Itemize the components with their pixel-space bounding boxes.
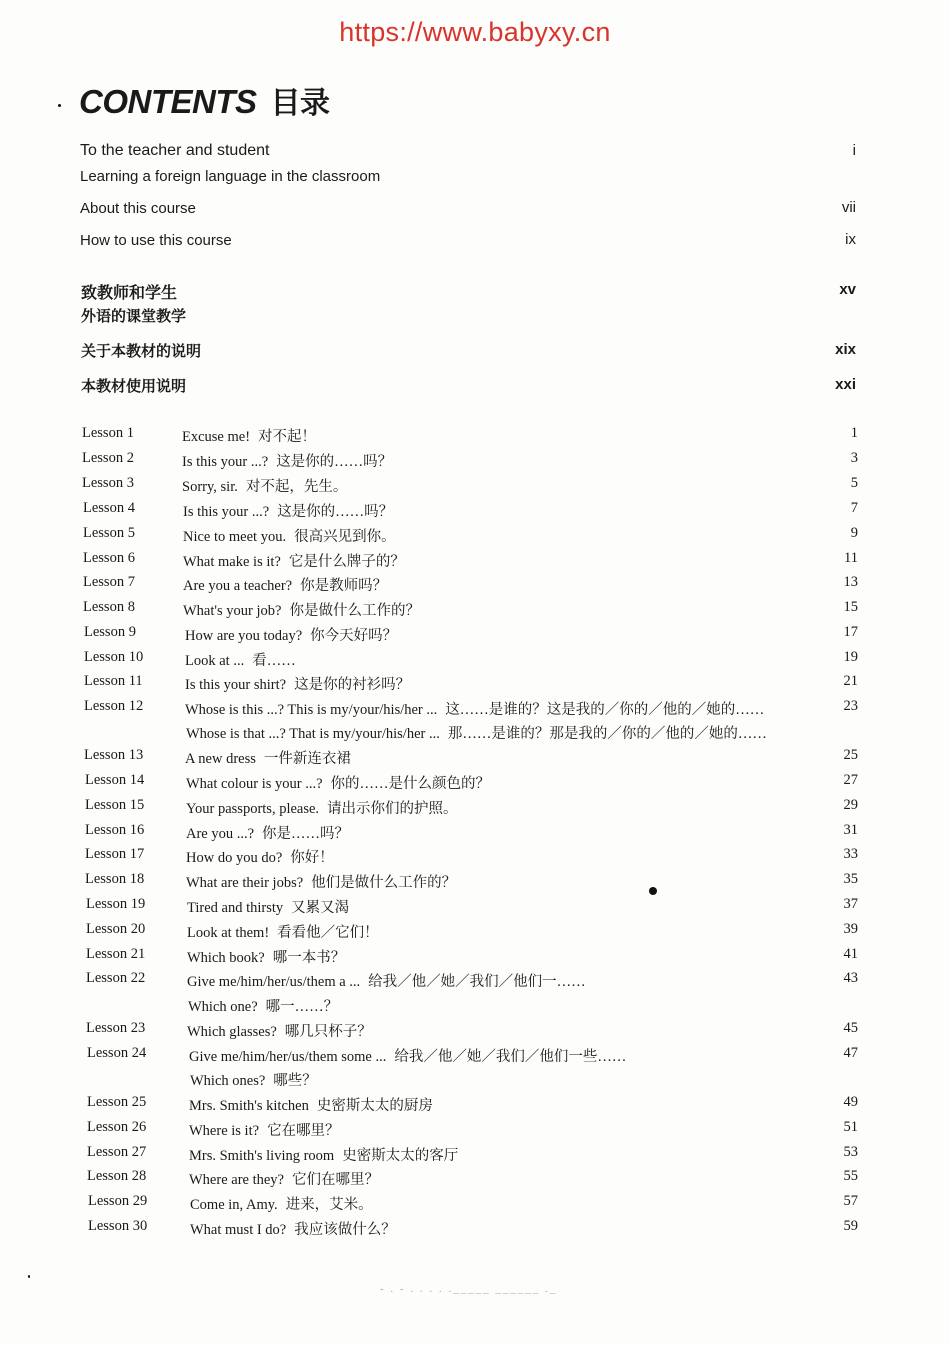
toc-entry-teacher-student[interactable]: To the teacher and student (80, 142, 270, 159)
lesson-row[interactable] (87, 1119, 787, 1141)
lesson-title-en: Sorry, sir. (182, 479, 238, 495)
lesson-page: 3 (850, 450, 858, 466)
page-title (79, 78, 330, 122)
lesson-row[interactable] (82, 450, 782, 472)
lesson-title-en: Nice to meet you. (183, 529, 287, 545)
lesson-title (190, 1218, 396, 1239)
lesson-row[interactable] (84, 747, 784, 769)
lesson-title-zh: 史密斯太太的客厅 (342, 1148, 459, 1164)
lesson-title-en: What colour is your ...? (186, 776, 323, 792)
lesson-row[interactable] (85, 822, 785, 844)
lesson-title (189, 1045, 626, 1066)
lesson-row[interactable] (87, 1094, 787, 1116)
lesson-page: 57 (843, 1193, 858, 1209)
lesson-number: Lesson 16 (85, 822, 145, 838)
lesson-row[interactable] (82, 475, 782, 497)
lesson-page: 51 (843, 1119, 858, 1135)
lesson-title-zh: 你今天好吗？ (310, 628, 398, 644)
lesson-row[interactable] (85, 797, 785, 819)
lesson-title-en: Look at ... (185, 653, 245, 669)
lesson-title-en: Come in, Amy. (190, 1197, 278, 1213)
lesson-title (183, 550, 405, 571)
title-zh: 目录 (270, 87, 330, 120)
lesson-title-en: Are you a teacher? (183, 578, 293, 594)
lesson-page: 17 (843, 624, 858, 640)
lesson-title (187, 1020, 372, 1041)
lesson-title-zh: 请出示你们的护照。 (327, 801, 458, 817)
lesson-number: Lesson 9 (84, 624, 136, 640)
scan-speck (649, 887, 657, 895)
lesson-title (187, 896, 349, 917)
lesson-title-zh: 一件新连衣裙 (263, 751, 351, 767)
title-en: CONTENTS (79, 83, 257, 120)
lesson-page: 53 (843, 1144, 858, 1160)
lesson-title-zh: 你的……是什么颜色的？ (330, 776, 491, 792)
lesson-title (183, 525, 396, 546)
lesson-number: Lesson 14 (85, 772, 145, 788)
lesson-title-zh: 你是教师吗？ (300, 578, 388, 594)
lesson-page: 23 (843, 698, 858, 714)
lesson-number: Lesson 26 (87, 1119, 147, 1135)
lesson-subtitle-en: Which one? (188, 999, 258, 1015)
toc-page-zh-how-to-use: xxi (835, 376, 856, 393)
lesson-title-zh: 它们在哪里？ (292, 1172, 379, 1188)
lesson-row[interactable] (84, 673, 784, 695)
lesson-title-zh: 他们是做什么工作的？ (311, 875, 457, 891)
lesson-number: Lesson 20 (86, 921, 146, 937)
lesson-title-zh: 它是什么牌子的？ (288, 554, 405, 570)
lesson-number: Lesson 8 (83, 599, 135, 615)
lesson-title (182, 475, 347, 496)
lesson-title-zh: 这是你的衬衫吗？ (294, 677, 411, 693)
lesson-number: Lesson 1 (82, 425, 134, 441)
lesson-number: Lesson 23 (86, 1020, 146, 1036)
lesson-number: Lesson 10 (84, 649, 144, 665)
lesson-title-zh: 它在哪里？ (267, 1123, 340, 1139)
lesson-title-zh: 对不起！ (258, 429, 317, 445)
lesson-number: Lesson 28 (87, 1168, 147, 1184)
lesson-page: 59 (843, 1218, 858, 1234)
lesson-title-zh: 这是你的……吗？ (277, 504, 394, 520)
toc-page-about-course: vii (841, 199, 856, 216)
lesson-page: 39 (843, 921, 858, 937)
lesson-title (187, 921, 379, 942)
toc-entry-zh-about-course[interactable]: 关于本教材的说明 (81, 343, 202, 360)
lesson-number: Lesson 25 (87, 1094, 147, 1110)
lesson-page: 37 (843, 896, 858, 912)
toc-page-zh-about-course: xix (835, 341, 856, 358)
watermark-url: https://www.babyxy.cn (339, 17, 611, 47)
lesson-page: 25 (843, 747, 858, 763)
lesson-title (185, 747, 351, 768)
lesson-title (189, 1119, 340, 1140)
lesson-number: Lesson 30 (88, 1218, 148, 1234)
lesson-title (183, 599, 420, 620)
lesson-page: 41 (843, 946, 858, 962)
lesson-title-zh: 很高兴见到你。 (294, 529, 396, 545)
lesson-row[interactable] (86, 1020, 786, 1042)
lesson-title-zh: 史密斯太太的厨房 (316, 1098, 433, 1114)
lesson-page: 11 (844, 550, 858, 566)
lesson-title-en: What's your job? (183, 603, 282, 619)
lesson-page: 7 (850, 500, 858, 516)
lesson-title-en: Mrs. Smith's kitchen (189, 1098, 309, 1114)
lesson-title-zh: 又累又渴 (291, 900, 350, 916)
lesson-title-en: Excuse me! (182, 429, 251, 445)
lesson-subtitle-zh: 哪些？ (273, 1073, 317, 1089)
lesson-title (187, 946, 345, 967)
lesson-title-zh: 哪几只杯子？ (284, 1024, 372, 1040)
lesson-row[interactable] (83, 599, 783, 621)
lesson-number: Lesson 15 (85, 797, 145, 813)
lesson-page: 1 (850, 425, 858, 441)
scan-speck (28, 1275, 30, 1278)
lesson-row[interactable] (84, 698, 784, 720)
lesson-title (185, 673, 410, 694)
toc-entry-about-course[interactable]: About this course (80, 200, 196, 217)
lesson-number: Lesson 4 (83, 500, 135, 516)
lesson-number: Lesson 5 (83, 525, 135, 541)
lesson-title (187, 970, 586, 991)
lesson-page: 21 (843, 673, 858, 689)
lesson-row[interactable] (87, 1144, 787, 1166)
lesson-title-en: Are you ...? (186, 826, 255, 842)
lesson-page: 9 (850, 525, 858, 541)
lesson-title (185, 649, 296, 670)
lesson-title (189, 1168, 379, 1189)
lesson-row[interactable] (88, 1193, 788, 1215)
toc-page-teacher-student: i (852, 142, 856, 159)
lesson-title (186, 797, 458, 818)
lesson-subtitle-row[interactable] (188, 995, 338, 1016)
lesson-title (185, 624, 397, 645)
lesson-title (183, 500, 393, 521)
lesson-title (185, 698, 764, 719)
lesson-number: Lesson 17 (85, 846, 145, 862)
lesson-number: Lesson 12 (84, 698, 144, 714)
lesson-number: Lesson 21 (86, 946, 146, 962)
lesson-page: 33 (843, 846, 858, 862)
lesson-title (183, 574, 387, 595)
toc-entry-zh-how-to-use[interactable]: 本教材使用说明 (81, 378, 187, 395)
lesson-page: 47 (843, 1045, 858, 1061)
scan-artifact-dashes: - . - . . . . ._____ ______ ._ (380, 1283, 558, 1295)
lesson-title-en: Tired and thirsty (187, 900, 284, 916)
lesson-title-en: Where is it? (189, 1123, 260, 1139)
lesson-title-zh: 看看他／它们！ (277, 925, 379, 941)
lesson-title-en: A new dress (185, 751, 256, 767)
lesson-page: 5 (850, 475, 858, 491)
lesson-title (189, 1094, 433, 1115)
lesson-number: Lesson 2 (82, 450, 134, 466)
lesson-number: Lesson 19 (86, 896, 146, 912)
lesson-subtitle-en: Which ones? (190, 1073, 266, 1089)
toc-page-zh-teacher-student: xv (839, 281, 856, 298)
lesson-title-zh: 给我／他／她／我们／他们一些…… (394, 1049, 627, 1065)
lesson-title-en: Give me/him/her/us/them some ... (189, 1049, 387, 1065)
lesson-title-zh: 进来，艾米。 (285, 1197, 373, 1213)
lesson-page: 35 (843, 871, 858, 887)
lesson-page: 49 (843, 1094, 858, 1110)
lesson-title (186, 846, 334, 867)
lesson-subtitle-zh: 那……是谁的？那是我的／你的／他的／她的…… (447, 726, 767, 742)
lesson-number: Lesson 7 (83, 574, 135, 590)
lesson-title-en: Whose is this ...? This is my/your/his/her ... (185, 702, 438, 718)
lesson-row[interactable] (83, 500, 783, 522)
lesson-title-en: What must I do? (190, 1222, 287, 1238)
toc-entry-foreign-language[interactable]: Learning a foreign language in the classroom (80, 168, 381, 185)
lesson-title-zh: 这……是谁的？这是我的／你的／他的／她的…… (445, 702, 765, 718)
lesson-row[interactable] (84, 624, 784, 646)
lesson-title-zh: 这是你的……吗？ (276, 454, 393, 470)
lesson-title-zh: 你是……吗？ (262, 826, 350, 842)
lesson-title-en: Mrs. Smith's living room (189, 1148, 335, 1164)
lesson-number: Lesson 24 (87, 1045, 147, 1061)
lesson-subtitle-en: Whose is that ...? That is my/your/his/her ... (186, 726, 440, 742)
lesson-title-en: Which book? (187, 950, 265, 966)
lesson-title-en: What are their jobs? (186, 875, 304, 891)
lesson-title (182, 425, 316, 446)
lesson-title (186, 822, 349, 843)
lesson-subtitle-zh: 哪一……？ (265, 999, 339, 1015)
toc-entry-zh-teacher-student[interactable]: 致教师和学生 (81, 285, 178, 302)
lesson-title-en: Give me/him/her/us/them a ... (187, 974, 361, 990)
lesson-title (186, 772, 490, 793)
lesson-number: Lesson 6 (83, 550, 135, 566)
lesson-page: 13 (843, 574, 858, 590)
lesson-title (186, 871, 456, 892)
lesson-title-en: How are you today? (185, 628, 303, 644)
lesson-row[interactable] (82, 425, 782, 447)
lesson-row[interactable] (83, 574, 783, 596)
lesson-subtitle-row[interactable] (186, 722, 767, 743)
lesson-row[interactable] (87, 1168, 787, 1190)
lesson-page: 43 (843, 970, 858, 986)
lesson-title-en: Is this your ...? (183, 504, 270, 520)
lesson-title-en: What make is it? (183, 554, 281, 570)
lesson-page: 55 (843, 1168, 858, 1184)
lesson-number: Lesson 11 (84, 673, 143, 689)
lesson-row[interactable] (85, 772, 785, 794)
lesson-row[interactable] (84, 649, 784, 671)
lesson-title (190, 1193, 373, 1214)
lesson-number: Lesson 27 (87, 1144, 147, 1160)
lesson-number: Lesson 3 (82, 475, 134, 491)
lesson-title-zh: 我应该做什么？ (294, 1222, 396, 1238)
lesson-row[interactable] (86, 896, 786, 918)
lesson-number: Lesson 13 (84, 747, 144, 763)
lesson-title-zh: 哪一本书？ (272, 950, 346, 966)
lesson-number: Lesson 22 (86, 970, 146, 986)
toc-entry-zh-foreign-language[interactable]: 外语的课堂教学 (81, 308, 187, 325)
lesson-row[interactable] (85, 871, 785, 893)
lesson-title-zh: 你好！ (290, 850, 334, 866)
lesson-title-zh: 对不起，先生。 (245, 479, 348, 495)
lesson-row[interactable] (86, 970, 786, 992)
lesson-title-zh: 给我／他／她／我们／他们一…… (368, 974, 586, 990)
lesson-row[interactable] (86, 946, 786, 968)
lesson-row[interactable] (83, 525, 783, 547)
lesson-row[interactable] (88, 1218, 788, 1240)
lesson-title-en: How do you do? (186, 850, 283, 866)
lesson-row[interactable] (85, 846, 785, 868)
toc-page-how-to-use: ix (845, 231, 856, 248)
scan-speck (58, 104, 61, 107)
lesson-title-en: Your passports, please. (186, 801, 320, 817)
lesson-page: 31 (843, 822, 858, 838)
lesson-page: 27 (843, 772, 858, 788)
lesson-title-en: Where are they? (189, 1172, 284, 1188)
lesson-page: 29 (843, 797, 858, 813)
lesson-title-en: Which glasses? (187, 1024, 277, 1040)
lesson-page: 15 (843, 599, 858, 615)
toc-entry-how-to-use[interactable]: How to use this course (80, 232, 232, 249)
lesson-title-en: Is this your shirt? (185, 677, 287, 693)
lesson-title (182, 450, 392, 471)
lesson-title-en: Is this your ...? (182, 454, 269, 470)
lesson-row[interactable] (87, 1045, 787, 1067)
lesson-title-en: Look at them! (187, 925, 270, 941)
lesson-number: Lesson 18 (85, 871, 145, 887)
lesson-row[interactable] (86, 921, 786, 943)
lesson-subtitle-row[interactable] (190, 1069, 317, 1090)
lesson-row[interactable] (83, 550, 783, 572)
lesson-page: 19 (843, 649, 858, 665)
lesson-number: Lesson 29 (88, 1193, 148, 1209)
lesson-title-zh: 你是做什么工作的？ (289, 603, 420, 619)
lesson-title-zh: 看…… (252, 653, 296, 669)
lesson-title (189, 1144, 458, 1165)
lesson-page: 45 (843, 1020, 858, 1036)
